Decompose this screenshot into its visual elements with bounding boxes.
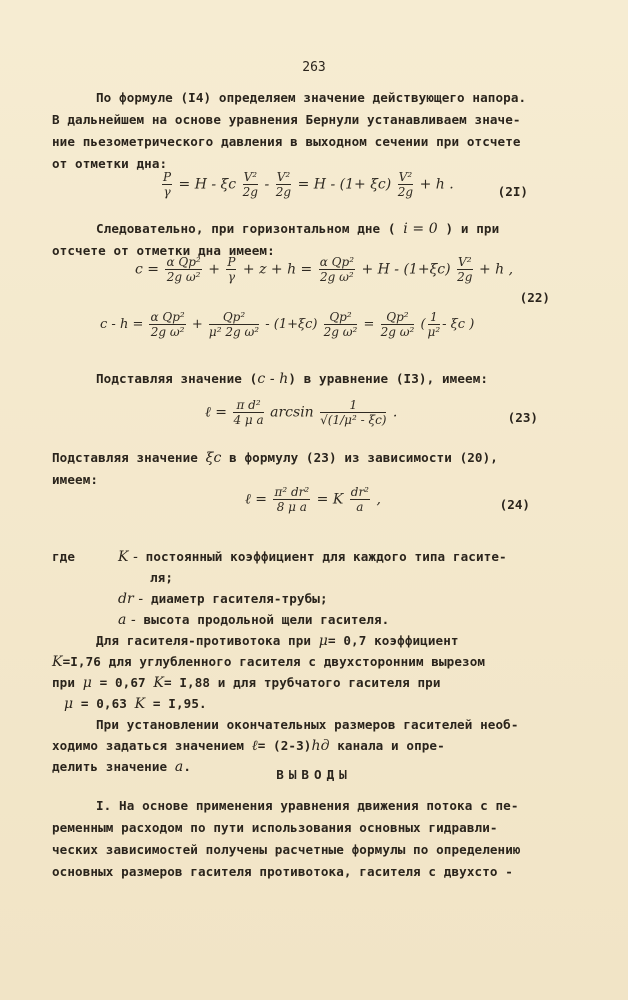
text-line: имеем:: [52, 472, 99, 487]
equation-number: (23): [507, 410, 538, 425]
text-line: Для гасителя-противотока при μ= 0,7 коэффициент: [96, 633, 459, 649]
text-line: I. На основе применения уравнения движения потока с пе-: [96, 798, 519, 813]
text-line: основных размеров гасителя противотока, гасителя с двухсто -: [52, 864, 513, 879]
page-number: 263: [302, 60, 326, 75]
text-line: ние пьезометрического давления в выходном сечении при отсчете: [52, 134, 521, 149]
text-line: K=I,76 для углубленного гасителя с двухсторонним вырезом: [52, 654, 486, 670]
text-line: делить значение a.: [52, 759, 192, 775]
text-line: Подставляя значение ξc в формулу (23) из зависимости (20),: [52, 450, 498, 466]
text-line: При установлении окончательных размеров гасителей необ-: [96, 717, 519, 732]
section-heading: ВЫВОДЫ: [276, 767, 352, 782]
formula-21: $\frac{P}{\gamma}$ = H - ξc $\frac{\text{V²}}{2g}$ - $\frac{\text{V²}}{2g}$ = H - (1+ ξc) $\frac{\text{V²}}{2g}$ + h .: [163, 170, 454, 199]
text-line: K - постоянный коэффициент для каждого типа гасите-: [118, 549, 507, 565]
text-line: от отметки дна:: [52, 156, 168, 171]
text-line: dr - диаметр гасителя-трубы;: [118, 591, 328, 607]
text-line: Следовательно, при горизонтальном дне ( i = 0 ) и при: [96, 221, 500, 237]
text-line: ременным расходом по пути использования основных гидравли-: [52, 820, 498, 835]
text-line: В дальнейшем на основе уравнения Бернули устанавливаем значе-: [52, 112, 521, 127]
text-line: Подставляя значение (c - h) в уравнение (I3), имеем:: [96, 371, 489, 387]
formula-24: ℓ = $\frac{\text{π² dr²}}{\text{8 μ a}}$ = K $\frac{\text{dr²}}{a}$ ,: [245, 485, 381, 514]
text-line: отсчете от отметки дна имеем:: [52, 243, 275, 258]
equation-number: (24): [499, 497, 530, 512]
text-line: ля;: [150, 570, 174, 585]
formula-22a: c = $\frac{\text{α Qp²}}{\text{2g ω²}}$ + $\frac{P}{\gamma}$ + z + h = $\frac{\text{α Qp²}}{\text{2g ω²}}$ + H - (1+ξc) $\frac{\text{V²}}{2g}$ + h ,: [135, 255, 514, 284]
equation-number: (2I): [497, 184, 528, 199]
formula-23: ℓ = $\frac{\text{π d²}}{\text{4 μ a}}$ arcsin $\frac{1}{\text{√(1/μ² - ξc)}}$ .: [205, 398, 398, 427]
text-line: где: [52, 549, 76, 564]
equation-number: (22): [519, 290, 550, 305]
formula-22b: c - h = $\frac{\text{α Qp²}}{\text{2g ω²}}$ + $\frac{\text{Qp²}}{\text{μ² 2g ω²}}$ - (1+ξc) $\frac{\text{Qp²}}{\text{2g ω²}}$ = $\frac{\text{Qp²}}{\text{2g ω²}}$ ( $\frac{1}{\text{μ²}}$ - ξc ): [100, 310, 475, 339]
text-line: ческих зависимостей получены расчетные формулы по определению: [52, 842, 521, 857]
text-line: a - высота продольной щели гасителя.: [118, 612, 390, 628]
text-line: ходимо задаться значением ℓ= (2-3)hд канала и опре-: [52, 738, 445, 754]
text-line: при μ = 0,67 K= I,88 и для трубчатого гасителя при: [52, 675, 441, 691]
text-line: По формуле (I4) определяем значение действующего напора.: [96, 90, 527, 105]
text-line: μ = 0,63 K = I,95.: [64, 696, 207, 712]
